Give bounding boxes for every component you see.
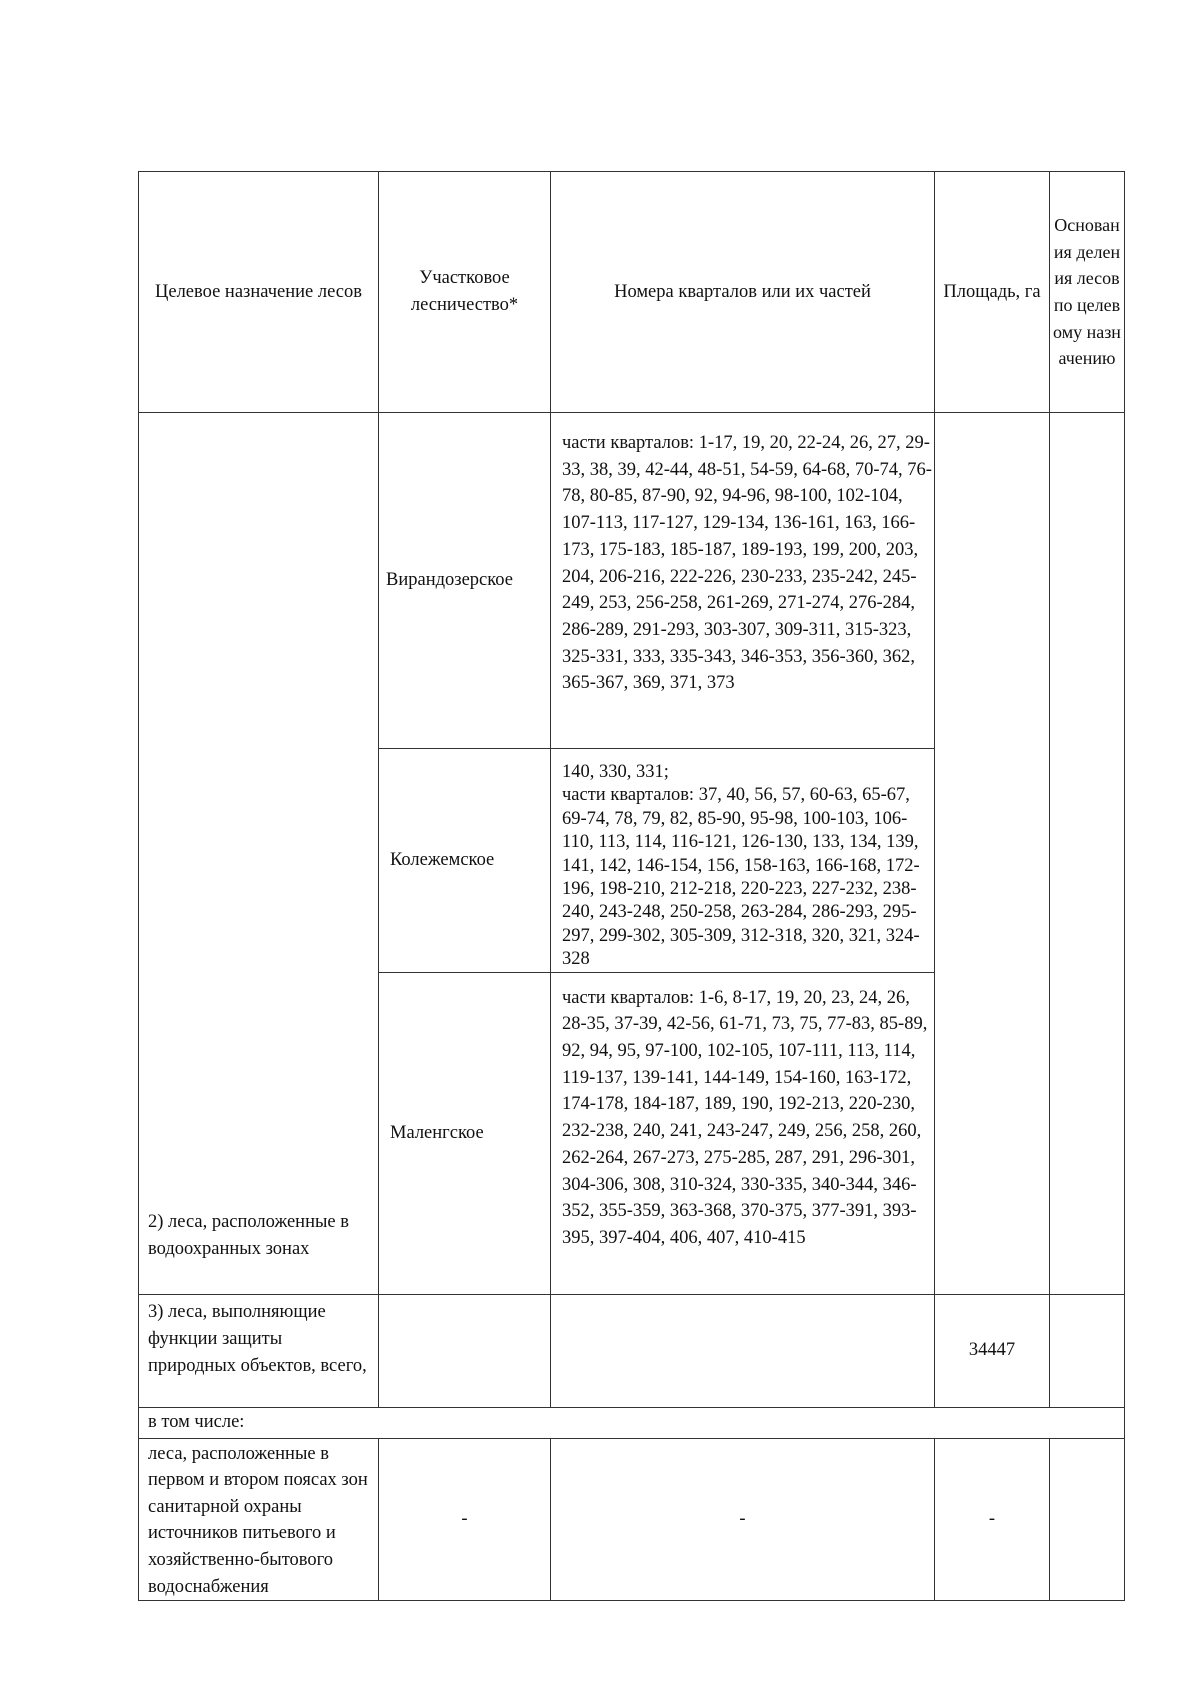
nature-protection-purpose: 3) леса, выполняющие функции защиты природных объектов, всего,: [139, 1294, 379, 1407]
header-basis-text: Основания деления лесов по целевому назначению: [1053, 214, 1121, 369]
forestry-virandozerskoe: Вирандозерское: [379, 413, 551, 749]
header-forestry: Участковое лесничество*: [379, 172, 551, 413]
water-zones-area: [935, 413, 1050, 1295]
forestry-kolezhemskoe: Колежемское: [379, 749, 551, 973]
table-row: [139, 1294, 1125, 1407]
sanitary-basis: [1050, 1438, 1125, 1601]
forestry-malengskoe: Маленгское: [379, 972, 551, 1294]
nature-protection-forestry: [379, 1294, 551, 1407]
forest-purpose-table: [138, 171, 1125, 1601]
quarters-kolezhemskoe-line1: 140, 330, 331;: [562, 762, 669, 782]
quarters-kolezhemskoe: [551, 749, 935, 973]
header-area: Площадь, га: [935, 172, 1050, 413]
table-row: [139, 1438, 1125, 1601]
table-header-row: [139, 172, 1125, 413]
sanitary-quarters: -: [551, 1438, 935, 1601]
nature-protection-quarters: [551, 1294, 935, 1407]
water-zones-purpose: 2) леса, расположенные в водоохранных зонах: [139, 413, 379, 1295]
header-basis: [1050, 172, 1125, 413]
quarters-virandozerskoe: части кварталов: 1-17, 19, 20, 22-24, 26, 27, 29-33, 38, 39, 42-44, 48-51, 54-59, 64-68, 70-74, 76-78, 80-85, 87-90, 92, 94-96, 98-100, 102-104, 107-113, 117-127, 129-134, 136-161, 163, 166-173, 175-183, 185-187, 189-193, 199, 200, 203, 204, 206-216, 222-226, 230-233, 235-242, 245-249, 253, 256-258, 261-269, 271-274, 276-284, 286-289, 291-293, 303-307, 309-311, 315-323, 325-331, 333, 335-343, 346-353, 356-360, 362, 365-367, 369, 371, 373: [551, 413, 935, 749]
water-zones-basis: [1050, 413, 1125, 1295]
nature-protection-basis: [1050, 1294, 1125, 1407]
nature-protection-area: 34447: [935, 1294, 1050, 1407]
header-purpose: Целевое назначение лесов: [139, 172, 379, 413]
sanitary-forestry: -: [379, 1438, 551, 1601]
quarters-kolezhemskoe-parts: части кварталов: 37, 40, 56, 57, 60-63, 65-67, 69-74, 78, 79, 82, 85-90, 95-98, 100-103, 106-110, 113, 114, 116-121, 126-130, 133, 134, 139, 141, 142, 146-154, 156, 158-163, 166-168, 172-196, 198-210, 212-218, 220-223, 227-232, 238-240, 243-248, 250-258, 263-284, 286-293, 295-297, 299-302, 305-309, 312-318, 320, 321, 324-328: [562, 785, 920, 970]
sanitary-area: -: [935, 1438, 1050, 1601]
header-quarters: Номера кварталов или их частей: [551, 172, 935, 413]
sanitary-purpose: леса, расположенные в первом и втором поясах зон санитарной охраны источников питьевого и хозяйственно-бытового водоснабжения: [139, 1438, 379, 1601]
table-row: [139, 1407, 1125, 1438]
including-label: в том числе:: [139, 1407, 1125, 1438]
table-row: [139, 413, 1125, 749]
quarters-malengskoe: части кварталов: 1-6, 8-17, 19, 20, 23, 24, 26, 28-35, 37-39, 42-56, 61-71, 73, 75, 77-83, 85-89, 92, 94, 95, 97-100, 102-105, 107-111, 113, 114, 119-137, 139-141, 144-149, 154-160, 163-172, 174-178, 184-187, 189, 190, 192-213, 220-230, 232-238, 240, 241, 243-247, 249, 256, 258, 260, 262-264, 267-273, 275-285, 287, 291, 296-301, 304-306, 308, 310-324, 330-335, 340-344, 346-352, 355-359, 363-368, 370-375, 377-391, 393-395, 397-404, 406, 407, 410-415: [551, 972, 935, 1294]
